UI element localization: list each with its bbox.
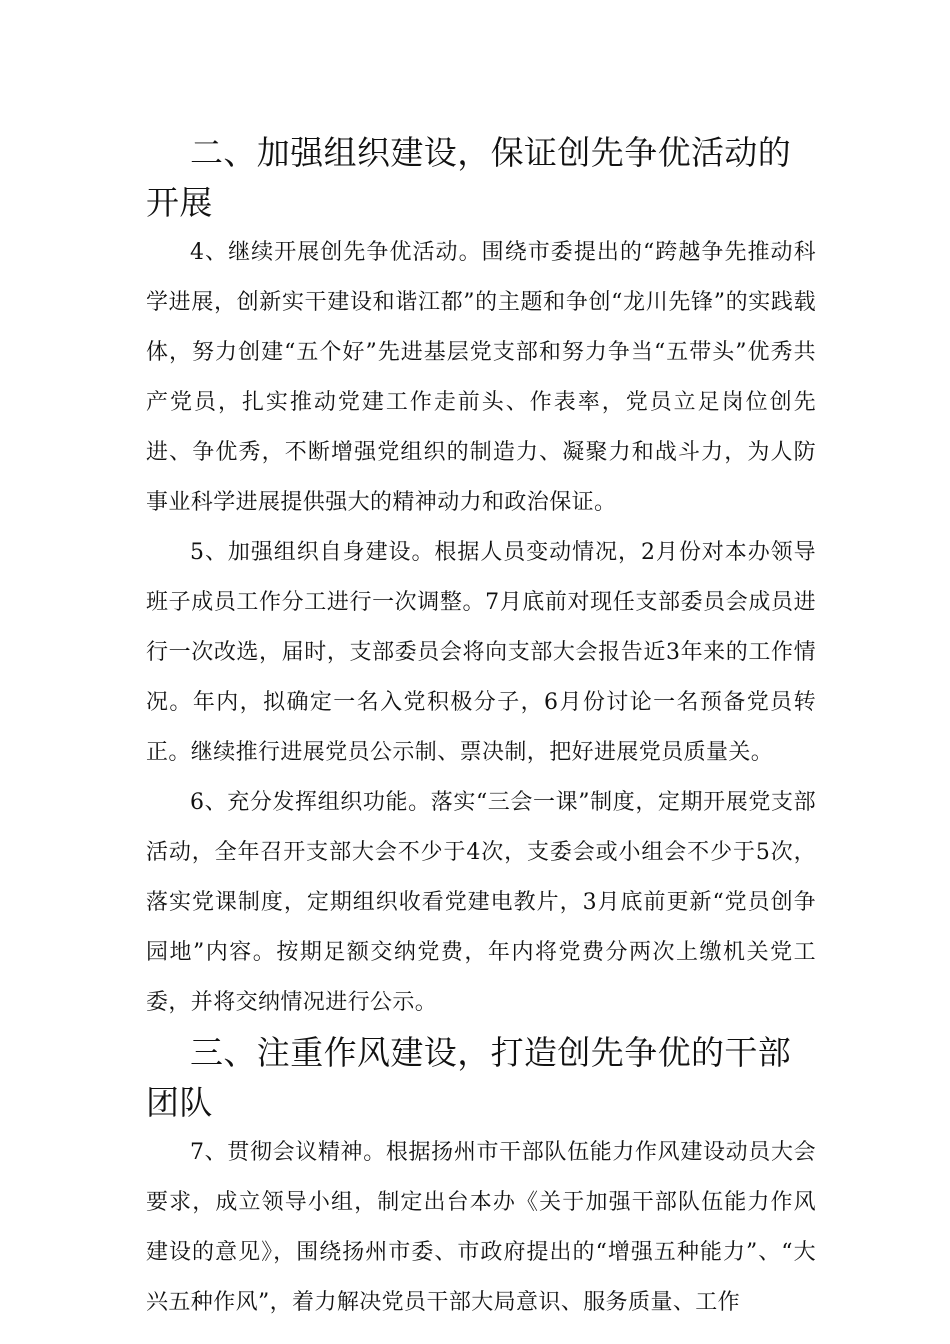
paragraph-item-6: 6、充分发挥组织功能。落实“三会一课”制度，定期开展党支部活动，全年召开支部大会不少于4次，支委会或小组会不少于5次，落实党课制度，定期组织收看党建电教片，3月底前更新“党员创争园地”内容。按期足额交纳党费，年内将党费分两次上缴机关党工委，并将交纳情况进行公示。 [146, 790, 816, 1015]
section-organization [146, 128, 816, 1028]
section-work-style [146, 1028, 816, 1328]
document-page [146, 128, 816, 1328]
paragraph-item-7: 7、贯彻会议精神。根据扬州市干部队伍能力作风建设动员大会要求，成立领导小组，制定出台本办《关于加强干部队伍能力作风建设的意见》，围绕扬州市委、市政府提出的“增强五种能力”、“大兴五种作风”，着力解决党员干部大局意识、服务质量、工作 [146, 1140, 816, 1315]
section-heading: 二、加强组织建设，保证创先争优活动的开展 [146, 133, 792, 222]
section-heading: 三、注重作风建设，打造创先争优的干部团队 [146, 1033, 792, 1122]
paragraph-item-4: 4、继续开展创先争优活动。围绕市委提出的“跨越争先推动科学进展，创新实干建设和谐江都”的主题和争创“龙川先锋”的实践载体，努力创建“五个好”先进基层党支部和努力争当“五带头”优秀共产党员，扎实推动党建工作走前头、作表率，党员立足岗位创先进、争优秀，不断增强党组织的制造力、凝聚力和战斗力，为人防事业科学进展提供强大的精神动力和政治保证。 [146, 240, 816, 515]
paragraph-item-5: 5、加强组织自身建设。根据人员变动情况，2月份对本办领导班子成员工作分工进行一次调整。7月底前对现任支部委员会成员进行一次改选，届时，支部委员会将向支部大会报告近3年来的工作情况。年内，拟确定一名入党积极分子，6月份讨论一名预备党员转正。继续推行进展党员公示制、票决制，把好进展党员质量关。 [146, 540, 816, 765]
